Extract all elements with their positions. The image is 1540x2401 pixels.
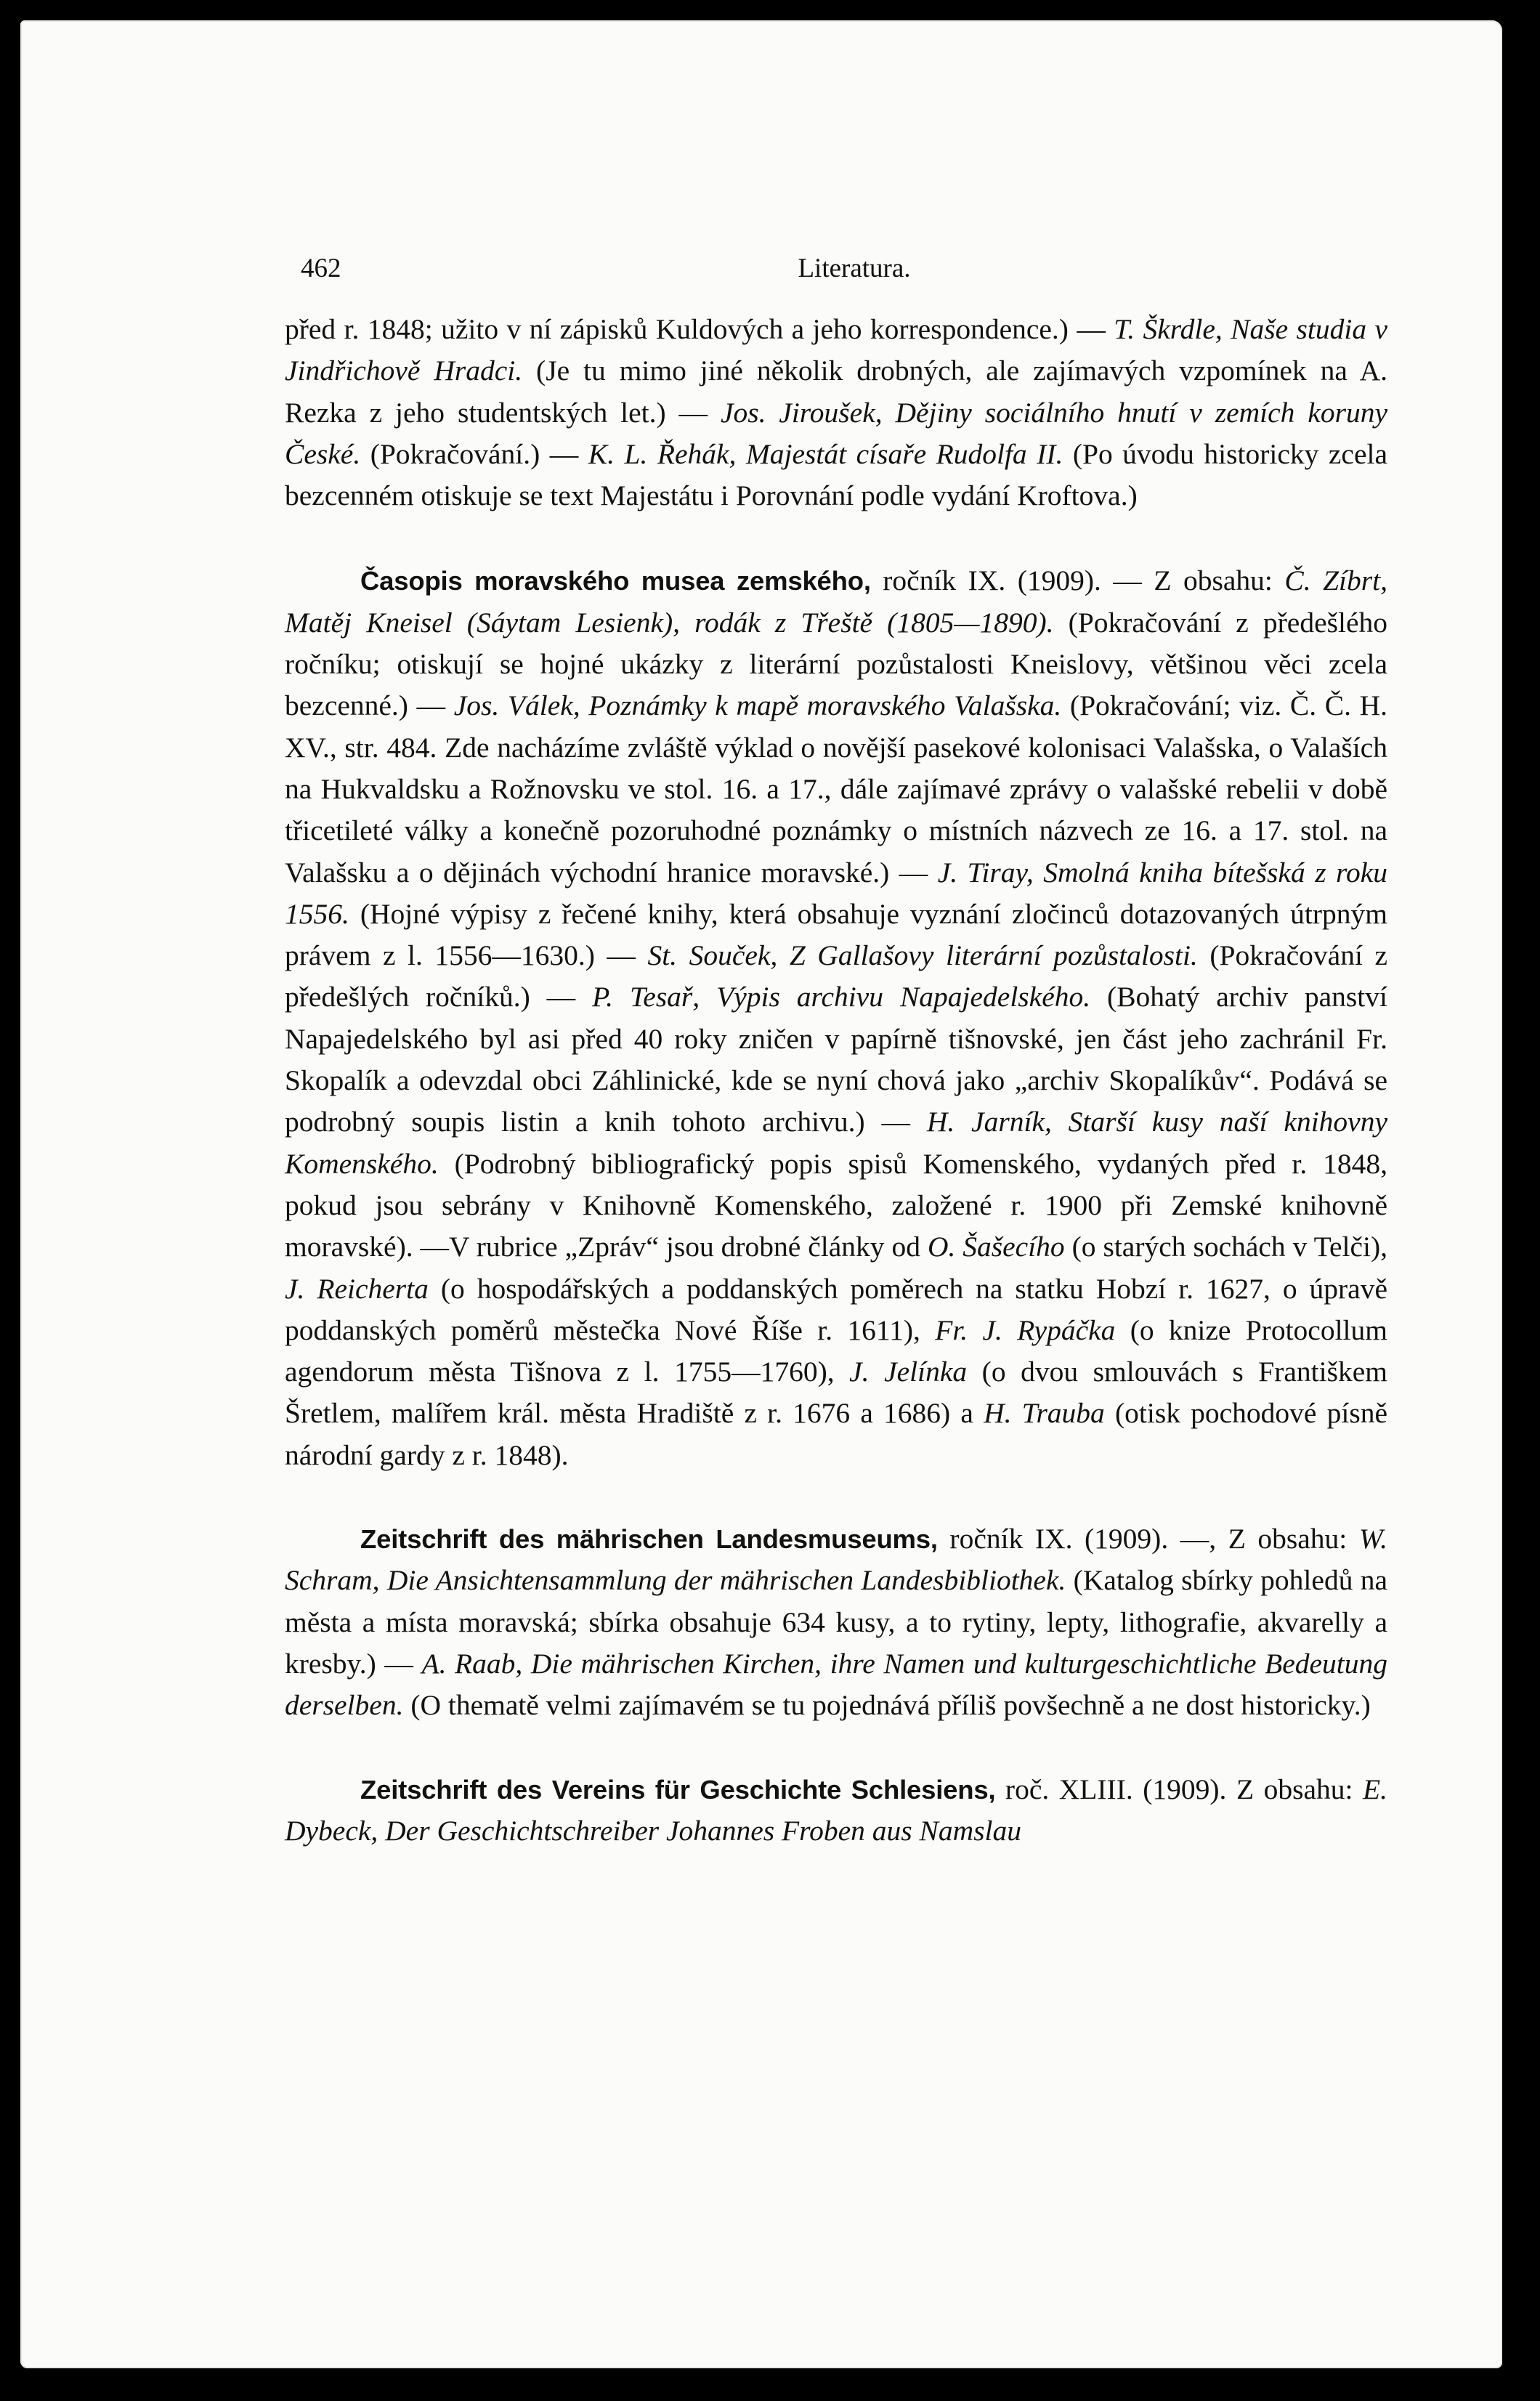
citation: Jos. Válek, Poznámky k mapě moravského Valašska. xyxy=(453,689,1062,722)
text-run: (o hospodářských a poddanských poměrech na statku Hobzí r. 1627, o úpravě poddanských poměrů městečka Nové Říše r. 1611), xyxy=(285,1272,1387,1346)
text-run: (o dvou smlouvách s Františkem Šretlem, malířem král. města Hradiště z r. 1676 a 1686) a xyxy=(285,1356,1387,1430)
citation: H. Jarník, Starší kusy naší knihovny Komenského. xyxy=(285,1106,1387,1180)
text-run: (Je tu mimo jiné několik drobných, ale zajímavých vzpomínek na A. Rezka z jeho studentských let.) — xyxy=(285,355,1387,429)
journal-title: Zeitschrift des mährischen Landesmuseums, xyxy=(360,1524,938,1555)
text-run: (Katalog sbírky pohledů na města a místa moravská; sbírka obsahuje 634 kusy, a to rytiny, lepty, lithografie, akvarelly a kresby.) — xyxy=(285,1564,1388,1680)
page-number: 462 xyxy=(301,254,341,283)
text-run: (Bohatý archiv panství Napajedelského byl asi před 40 roky zničen v papírně tišnovské, jen část jeho zachránil Fr. Skopalík a odevzdal obci Záhlinické, kde se nyní chová jako „archiv Skopalíkův“. Podává se podrobný soupis listin a knih tohoto archivu.) — xyxy=(285,981,1387,1138)
citation: St. Souček, Z Gallašovy literární pozůstalosti. xyxy=(647,939,1198,972)
text-run: (Podrobný bibliografický popis spisů Komenského, vydaných před r. 1848, pokud jsou sebrány v Knihovně Komenského, založené r. 1900 při Zemské knihovně moravské). —V rubrice „Zpráv“ jsou drobné články od xyxy=(285,1147,1387,1263)
section-casopis-moravskeho-musea xyxy=(285,560,1387,1476)
text-run: (Pokračování.) — xyxy=(360,437,588,470)
author-name: J. Jelínka xyxy=(849,1356,968,1388)
citation: Jos. Jiroušek, Dějiny sociálního hnutí v zemích koruny České. xyxy=(285,396,1387,470)
text-run: (Pokračování z předešlého ročníku; otiskují se hojné ukázky z literární pozůstalosti Kneislovy, většinou věci zcela bezcenné.) — xyxy=(285,606,1387,722)
text-run: (Po úvodu historicky zcela bezcenném otiskuje se text Majestátu i Porovnání podle vydání Kroftova.) xyxy=(285,437,1387,512)
citation: J. Tiray, Smolná kniha bítešská z roku 1556. xyxy=(285,856,1387,930)
citation: A. Raab, Die mährischen Kirchen, ihre Namen und kulturgeschichtliche Bedeutung derselben. xyxy=(285,1647,1387,1722)
text-run: (o knize Protocollum agendorum města Tišnova z l. 1755—1760), xyxy=(285,1313,1387,1388)
text-run: (Hojné výpisy z řečené knihy, která obsahuje vyznání zločinců dotazovaných útrpným právem z l. 1556—1630.) — xyxy=(285,897,1387,972)
author-name: J. Reicherta xyxy=(285,1272,429,1305)
text-run: (o starých sochách v Telči), xyxy=(1064,1231,1387,1263)
citation: Č. Zíbrt, Matěj Kneisel (Sáytam Lesienk), rodák z Třeště (1805—1890). xyxy=(285,564,1387,639)
author-name: H. Trauba xyxy=(984,1397,1105,1430)
citation: W. Schram, Die Ansichtensammlung der mährischen Landesbibliothek. xyxy=(285,1523,1387,1597)
section-zeitschrift-landesmuseums xyxy=(285,1518,1387,1726)
text-run: (O thematě velmi zajímavém se tu pojednává příliš povšechně a ne dost historicky.) xyxy=(403,1689,1371,1722)
page-header xyxy=(301,253,1408,293)
text-run: (otisk pochodové písně národní gardy z r. 1848). xyxy=(285,1397,1387,1471)
text-run: (Pokračování z předešlých ročníků.) — xyxy=(285,939,1387,1013)
author-name: O. Šašecího xyxy=(927,1231,1065,1263)
body-text xyxy=(285,309,1387,1852)
journal-title: Časopis moravského musea zemského, xyxy=(360,566,871,596)
journal-title: Zeitschrift des Vereins für Geschichte Schlesiens, xyxy=(360,1774,996,1805)
citation: K. L. Řehák, Majestát císaře Rudolfa II. xyxy=(588,437,1063,470)
citation: P. Tesař, Výpis archivu Napajedelského. xyxy=(592,981,1091,1013)
text-run: roč. XLIII. (1909). Z obsahu: xyxy=(995,1773,1363,1805)
author-name: Fr. J. Rypáčka xyxy=(935,1313,1116,1346)
section-zeitschrift-schlesiens xyxy=(285,1769,1387,1853)
citation: T. Škrdle, Naše studia v Jindřichově Hradci. xyxy=(285,313,1387,387)
text-run: ročník IX. (1909). — Z obsahu: xyxy=(870,564,1285,597)
running-title: Literatura. xyxy=(798,254,911,283)
paragraph-continuation xyxy=(285,309,1387,517)
text-run: před r. 1848; užito v ní zápisků Kuldových a jeho korrespondence.) — xyxy=(285,313,1114,345)
citation: E. Dybeck, Der Geschichtschreiber Johannes Froben aus Namslau xyxy=(285,1773,1387,1847)
text-run: ročník IX. (1909). —, Z obsahu: xyxy=(937,1523,1359,1555)
text-run: (Pokračování; viz. Č. Č. H. XV., str. 484. Zde nacházíme zvláště výklad o novější pasekové kolonisaci Valašska, o Valaších na Hukvaldsku a Rožnovsku ve stol. 16. a 17., dále zajímavé zprávy o valašské rebelii v době třicetileté války a konečně pozoruhodné poznámky o místních názvech ze 16. a 17. stol. na Valašsku a o dějinách východní hranice moravské.) — xyxy=(285,689,1387,888)
